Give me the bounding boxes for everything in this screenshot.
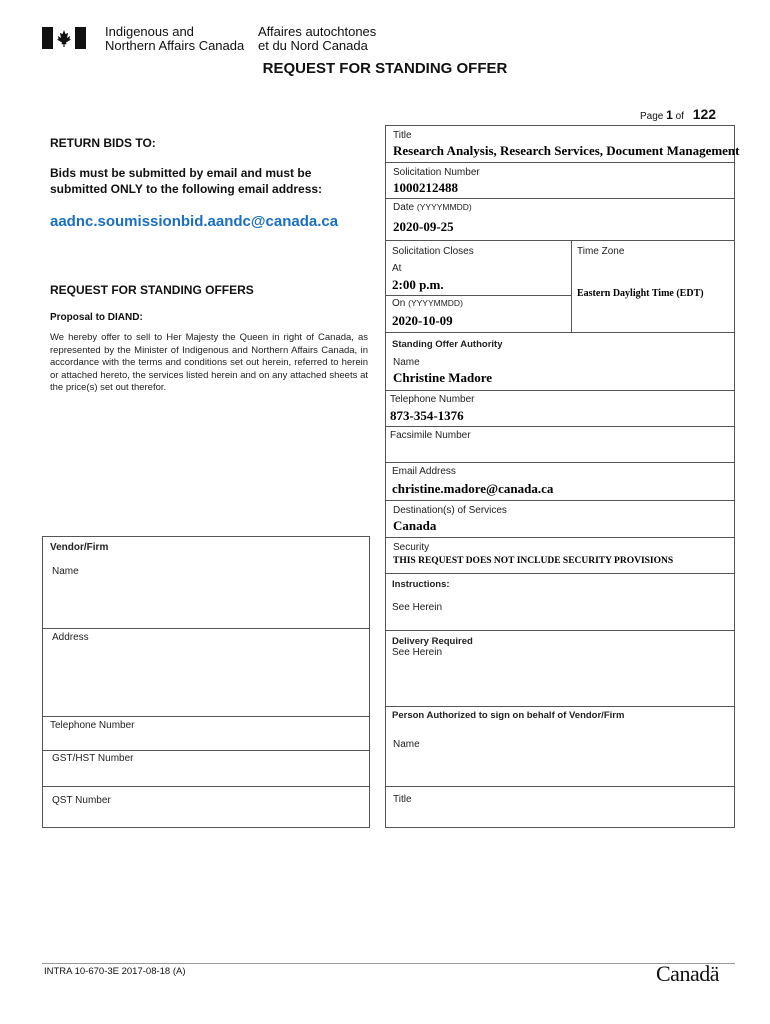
authorized-person-title-label: Title (393, 794, 412, 805)
vendor-heading: Vendor/Firm (50, 542, 109, 553)
vendor-address-label: Address (52, 632, 89, 643)
form-title: REQUEST FOR STANDING OFFER (262, 60, 508, 77)
authority-email-value: christine.madore@canada.ca (392, 481, 554, 496)
divider (385, 462, 735, 463)
on-format-hint: (YYYYMMDD) (408, 298, 463, 308)
divider (42, 750, 370, 751)
authority-name-label: Name (393, 357, 420, 368)
vendor-qst-label: QST Number (52, 795, 111, 806)
date-label (393, 202, 472, 213)
security-label: Security (393, 542, 430, 553)
page-label: Page (640, 111, 664, 122)
bid-instructions-line2: submitted ONLY to the following email address: (50, 182, 323, 196)
vendor-phone-label: Telephone Number (50, 720, 135, 731)
dept-name-en (105, 25, 244, 53)
on-label (392, 298, 463, 309)
closing-date-value: 2020-10-09 (392, 313, 453, 328)
canada-flag-icon (42, 27, 86, 49)
page-of-label: of (675, 111, 684, 122)
authority-heading: Standing Offer Authority (392, 339, 503, 350)
date-value: 2020-09-25 (393, 219, 454, 234)
authority-name-value: Christine Madore (393, 370, 493, 385)
instructions-label: Instructions: (392, 579, 450, 590)
return-bids-heading: RETURN BIDS TO: (50, 136, 156, 150)
authority-phone-label: Telephone Number (390, 394, 475, 405)
time-zone-value: Eastern Daylight Time (EDT) (577, 288, 704, 299)
destination-label: Destination(s) of Services (393, 505, 507, 516)
form-code: INTRA 10-670-3E 2017-08-18 (A) (44, 966, 186, 977)
page-indicator (640, 106, 716, 122)
date-format-hint: (YYYYMMDD) (416, 202, 472, 212)
solicitation-number-label: Solicitation Number (393, 167, 480, 178)
dept-name-en-line1: Indigenous and (105, 24, 194, 39)
authorized-person-title-field[interactable] (392, 807, 728, 825)
divider (385, 332, 735, 333)
divider (385, 295, 571, 296)
bid-instructions-line1: Bids must be submitted by email and must be (50, 166, 312, 180)
divider (385, 706, 735, 707)
delivery-label: Delivery Required (392, 636, 473, 647)
divider (385, 500, 735, 501)
fax-label: Facsimile Number (390, 430, 471, 441)
vendor-gst-field[interactable] (50, 766, 365, 784)
divider (385, 573, 735, 574)
offer-statement: We hereby offer to sell to Her Majesty the Queen in right of Canada, as represented by the Minister of Indigenous and Northern Affairs Canada, in accordance with the terms and conditions set out herein, referred to herein or attached hereto, the services listed herein and on any attached sheets at the price(s) set out therefor. (50, 332, 368, 393)
time-zone-label: Time Zone (577, 246, 625, 257)
date-label-text: Date (393, 202, 415, 213)
on-label-text: On (392, 298, 406, 309)
vendor-name-field[interactable] (50, 578, 365, 626)
delivery-value: See Herein (392, 647, 443, 658)
title-value: Research Analysis, Research Services, Document Management (393, 143, 740, 158)
dept-name-fr (258, 25, 376, 53)
divider (571, 240, 572, 332)
divider (42, 786, 370, 787)
authorized-person-name-field[interactable] (392, 753, 728, 783)
divider (385, 537, 735, 538)
divider (385, 630, 735, 631)
authorized-person-heading: Person Authorized to sign on behalf of Vendor/Firm (392, 710, 625, 721)
bid-instructions (50, 165, 322, 197)
instructions-value: See Herein (392, 602, 443, 613)
dept-name-fr-line2: et du Nord Canada (258, 38, 368, 53)
authority-phone-value: 873-354-1376 (390, 408, 464, 423)
closing-time-value: 2:00 p.m. (392, 277, 444, 292)
dept-name-en-line2: Northern Affairs Canada (105, 38, 245, 53)
divider (385, 786, 735, 787)
submission-email-link[interactable]: aadnc.soumissionbid.aandc@canada.ca (50, 213, 339, 230)
divider (385, 198, 735, 199)
vendor-name-label: Name (52, 566, 79, 577)
footer-divider (42, 963, 735, 964)
page-number: 1 (666, 108, 673, 122)
vendor-address-field[interactable] (50, 645, 365, 713)
page-total: 122 (692, 106, 717, 122)
authority-email-label: Email Address (392, 466, 456, 477)
rso-heading: REQUEST FOR STANDING OFFERS (50, 283, 254, 297)
divider (385, 240, 735, 241)
solicitation-number-value: 1000212488 (393, 180, 458, 195)
proposal-to-label: Proposal to DIAND: (50, 312, 143, 323)
solicitation-closes-label: Solicitation Closes (392, 246, 474, 257)
destination-value: Canada (393, 518, 437, 533)
authorized-person-name-label: Name (393, 739, 420, 750)
divider (385, 390, 735, 391)
divider (385, 426, 735, 427)
divider (42, 716, 370, 717)
canada-wordmark-logo: Canadä (656, 961, 719, 986)
vendor-qst-field[interactable] (50, 808, 365, 824)
vendor-phone-field[interactable] (50, 733, 365, 747)
at-label: At (392, 263, 402, 274)
security-value: THIS REQUEST DOES NOT INCLUDE SECURITY PROVISIONS (393, 556, 674, 566)
divider (385, 162, 735, 163)
vendor-gst-label: GST/HST Number (52, 753, 134, 764)
title-label: Title (393, 130, 412, 141)
divider (42, 628, 370, 629)
dept-name-fr-line1: Affaires autochtones (258, 24, 377, 39)
